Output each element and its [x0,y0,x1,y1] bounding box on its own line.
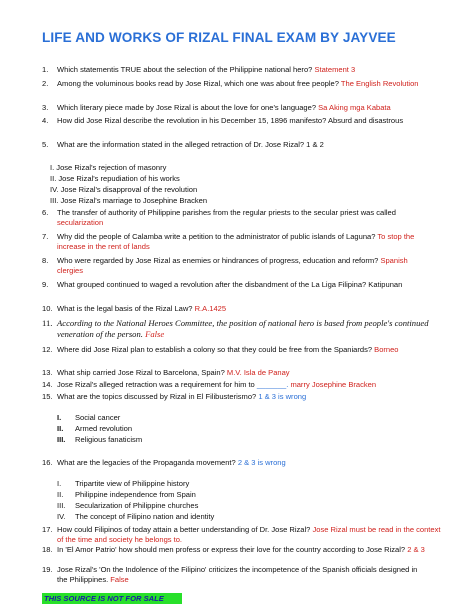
list-item-text: The concept of Filipino nation and identity [75,512,215,521]
list-item-number: IV. [57,512,66,521]
page-title: LIFE AND WORKS OF RIZAL FINAL EXAM BY JAYVEE [42,30,396,45]
question-text: Which literary piece made by Jose Rizal is about the love for one's language? [57,103,317,112]
answer-text: False [110,575,129,585]
question-number: 17. [42,525,53,534]
question-text: Jose Rizal's alleged retraction was a requirement for him to [57,380,255,389]
list-item-text: Armed revolution [75,424,133,433]
question-text: How did Jose Rizal describe the revolution in his December 15, 1896 manifesto? Absurd and disastrous [57,116,404,125]
question-number: 13. [42,368,53,377]
question-number: 4. [42,116,49,125]
question-number: 3. [42,103,49,112]
answer-text: marry Josephine Bracken [290,380,377,389]
question-text: In 'El Amor Patrio' how should men profess or express their love for the country according to Jose Rizal? [57,545,406,554]
list-item: IV. Jose Rizal's disapproval of the revolution [50,185,198,194]
question-number: 5. [42,140,49,149]
list-item-number: I. [57,413,62,422]
question-text: Among the voluminous books read by Jose Rizal, which one was about free people? [57,79,339,88]
question-text: What are the legacies of the Propaganda movement? [57,458,236,467]
list-item-number: II. [57,490,64,499]
question-number: 8. [42,256,49,265]
question-number: 10. [42,304,53,313]
answer-text: Sa Aking mga Kabata [318,103,391,112]
answer-text: Borneo [374,345,399,354]
list-item-number: II. [57,424,64,433]
question-text: What is the legal basis of the Rizal Law? [57,304,193,313]
question-number: 19. [42,565,53,574]
question-number: 15. [42,392,53,401]
question-text: What are the topics discussed by Rizal in El Filibusterismo? [57,392,257,401]
list-item: III. Jose Rizal's marriage to Josephine Bracken [50,196,208,205]
list-item-text: Secularization of Philippine churches [75,501,199,510]
question-text: Where did Jose Rizal plan to establish a colony so that they could be free from the Spaniards? [57,345,373,354]
answer-text: Spanish clergies [57,256,408,276]
answer-text: secularization [57,218,104,228]
answer-text: 1 & 3 is wrong [258,392,307,401]
question-number: 16. [42,458,53,467]
question-text: How could Filipinos of today attain a better understanding of Dr. Jose Rizal? [57,525,311,534]
answer-text: 2 & 3 is wrong [237,458,286,467]
answer-text: 2 & 3 [407,545,425,554]
answer-text: R.A.1425 [194,304,227,313]
list-item: I. Jose Rizal's rejection of masonry [50,163,167,172]
question-number: 18. [42,545,53,554]
question-text: What are the information stated in the alleged retraction of Dr. Jose Rizal? 1 & 2 [57,140,324,149]
list-item-number: III. [57,501,66,510]
question-number: 9. [42,280,49,289]
list-item-number: III. [57,435,66,444]
question-number: 2. [42,79,49,88]
answer-text: Jose Rizal must be read in the context of the time and society he belongs to. [57,525,441,545]
list-item: II. Jose Rizal's repudiation of his works [50,174,180,183]
answer-blank: _______. [256,380,289,389]
source-not-for-sale-banner: THIS SOURCE IS NOT FOR SALE [42,593,182,604]
question-text: Which statementis TRUE about the selection of the Philippine national hero? [57,65,313,74]
answer-text: False [145,329,165,339]
question-text: Who were regarded by Jose Rizal as enemies or hindrances of progress, education and reform? [57,256,379,265]
answer-text: To stop the increase in the rent of lands [57,232,415,252]
question-number: 6. [42,208,49,217]
question-number: 11. [42,318,53,328]
question-text: Why did the people of Calamba write a petition to the administrator of public islands of Laguna? [57,232,376,241]
question-text: Jose Rizal's 'On the Indolence of the Filipino' criticizes the incompetence of the Spanish officials designed in the Philippines. [57,565,418,585]
question-number: 7. [42,232,49,241]
list-item-text: Philippine independence from Spain [75,490,196,499]
question-number: 14. [42,380,53,389]
question-text: According to the National Heroes Committee, the position of national hero is based from people's continued veneration of the person. [57,318,429,339]
list-item-text: Social cancer [75,413,121,422]
list-item-text: Religious fanaticism [75,435,143,444]
answer-text: M.V. Isla de Panay [226,368,290,377]
list-item-text: Tripartite view of Philippine history [75,479,190,488]
question-number: 1. [42,65,49,74]
answer-text: Statement 3 [314,65,356,74]
question-text: What ship carried Jose Rizal to Barcelona, Spain? [57,368,225,377]
question-text: What grouped continued to waged a revolution after the disbandment of the La Liga Filipina? Katipunan [57,280,403,289]
question-text: The transfer of authority of Philippine parishes from the regular priests to the secular priest was called [57,208,396,217]
question-number: 12. [42,345,53,354]
list-item-number: I. [57,479,62,488]
answer-text: The English Revolution [340,79,419,88]
